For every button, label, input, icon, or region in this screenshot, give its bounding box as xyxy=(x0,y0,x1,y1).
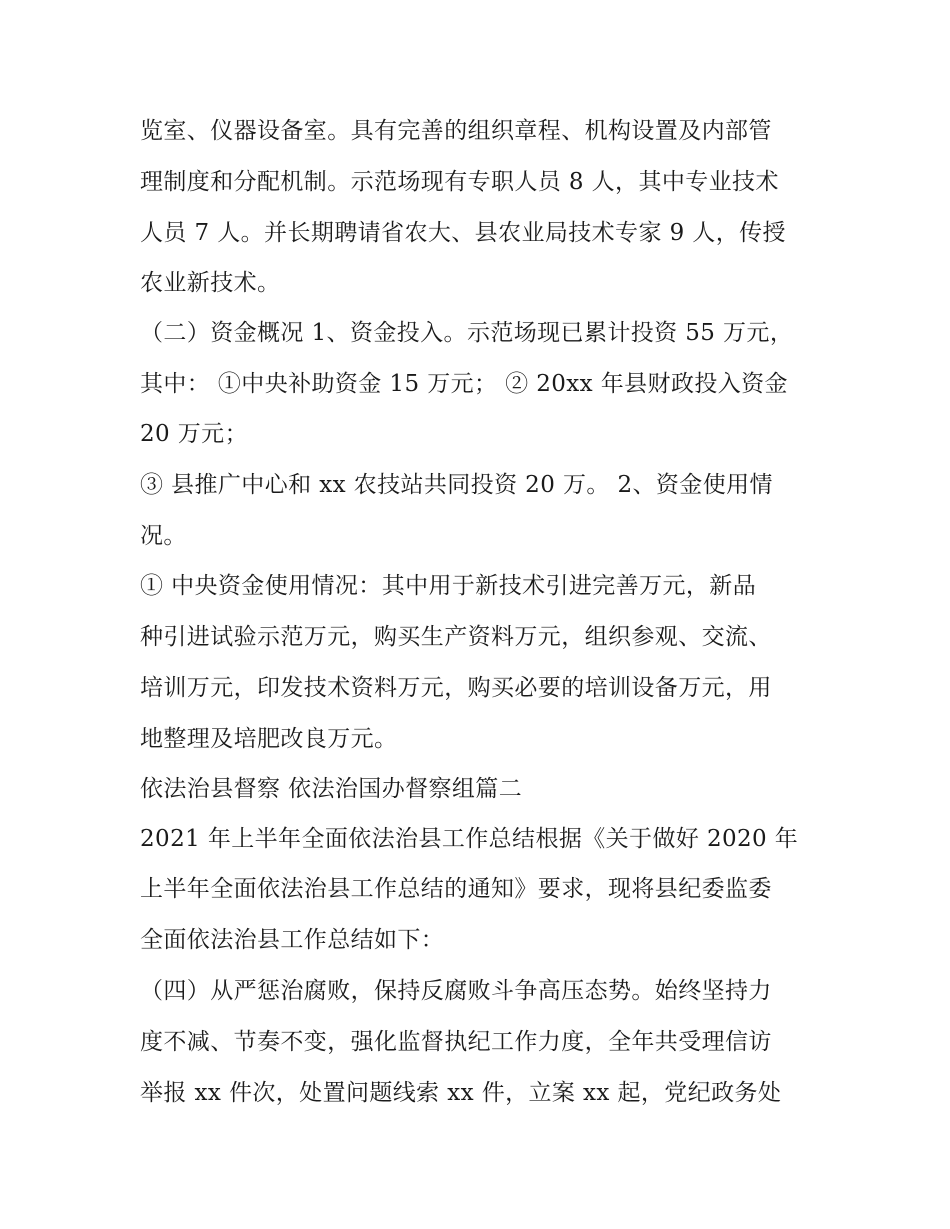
text-line-20: 举报 xx 件次，处置问题线索 xx 件，立案 xx 起，党纪政务处 xyxy=(140,1080,782,1106)
text-line-8: ③ 县推广中心和 xx 农技站共同投资 20 万。 2、资金使用情 xyxy=(140,472,773,498)
text-line-12: 培训万元，印发技术资料万元，购买必要的培训设备万元，用 xyxy=(140,675,772,701)
text-line-4: 农业新技术。 xyxy=(140,270,281,296)
text-line-1: 览室、仪器设备室。具有完善的组织章程、机构设置及内部管 xyxy=(140,118,772,144)
text-line-6: 其中： ①中央补助资金 15 万元； ② 20xx 年县财政投入资金 xyxy=(140,371,788,397)
text-line-3: 人员 7 人。并长期聘请省农大、县农业局技术专家 9 人，传授 xyxy=(140,220,786,246)
text-line-5: （二）资金概况 1、资金投入。示范场现已累计投资 55 万元， xyxy=(140,320,794,346)
text-line-18: （四）从严惩治腐败，保持反腐败斗争高压态势。始终坚持力 xyxy=(140,978,772,1004)
section-heading: 依法治县督察 依法治国办督察组篇二 xyxy=(140,776,523,802)
text-line-13: 地整理及培肥改良万元。 xyxy=(140,726,398,752)
text-line-7: 20 万元； xyxy=(140,421,248,447)
text-line-10: ① 中央资金使用情况：其中用于新技术引进完善万元，新品 xyxy=(140,573,757,599)
text-line-15: 2021 年上半年全面依法治县工作总结根据《关于做好 2020 年 xyxy=(140,826,799,852)
text-line-9: 况。 xyxy=(140,523,187,549)
text-line-16: 上半年全面依法治县工作总结的通知》要求，现将县纪委监委 xyxy=(140,876,772,902)
text-line-19: 度不减、节奏不变，强化监督执纪工作力度，全年共受理信访 xyxy=(140,1029,772,1055)
text-line-17: 全面依法治县工作总结如下： xyxy=(140,927,445,953)
text-line-2: 理制度和分配机制。示范场现有专职人员 8 人，其中专业技术 xyxy=(140,169,779,195)
text-line-11: 种引进试验示范万元，购买生产资料万元，组织参观、交流、 xyxy=(140,624,772,650)
